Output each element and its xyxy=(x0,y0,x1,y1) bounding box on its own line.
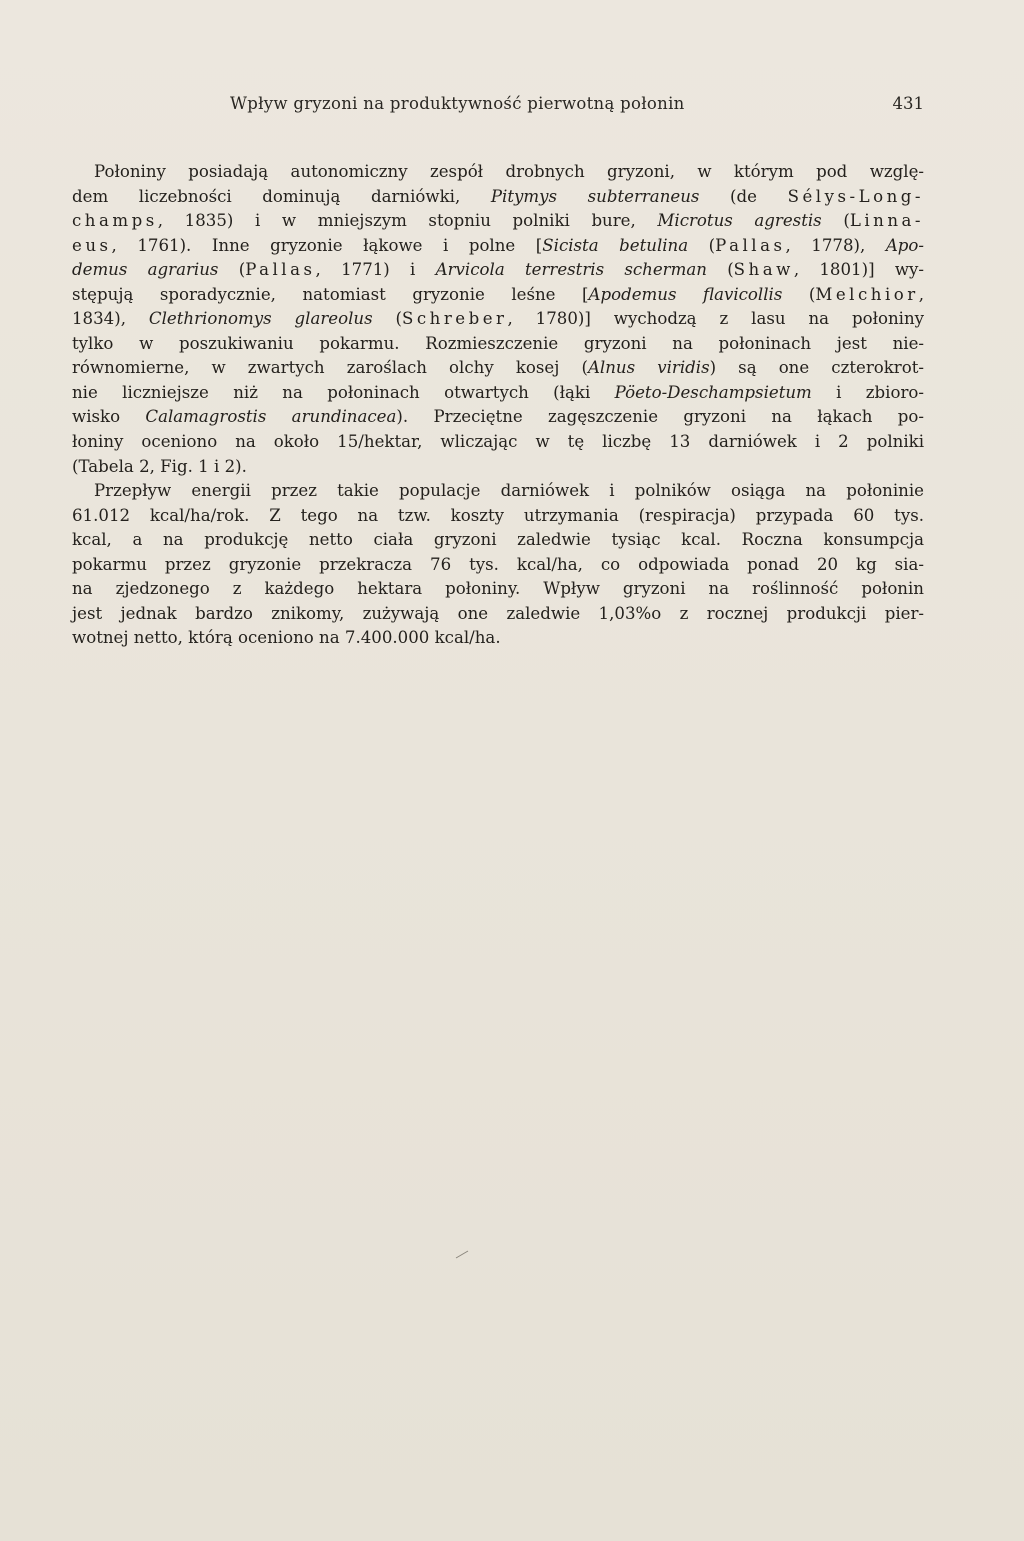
text-line xyxy=(72,455,924,480)
spaced-author-name: Sélys-Long- xyxy=(787,186,924,206)
text-segment: , xyxy=(918,284,924,304)
running-header xyxy=(72,94,924,120)
text-segment: jest jednak bardzo znikomy, zużywają one zaledwie 1,03%o z rocznej produkcji pier- xyxy=(72,603,924,623)
text-line xyxy=(72,381,924,406)
text-line xyxy=(72,209,924,234)
text-line xyxy=(72,553,924,578)
spaced-author-name: Pallas xyxy=(245,260,316,280)
text-segment: Przepływ energii przez takie populacje darniówek i polników osiąga na połoninie xyxy=(94,481,924,501)
text-segment: (de xyxy=(699,186,788,206)
text-segment: ( xyxy=(218,260,246,280)
text-segment: wisko xyxy=(72,407,146,427)
body-text xyxy=(72,160,924,651)
text-line xyxy=(72,356,924,381)
text-segment: ). Przeciętne zagęszczenie gryzoni na łąkach po- xyxy=(396,407,924,427)
text-line xyxy=(72,577,924,602)
text-segment: (Tabela 2, Fig. 1 i 2). xyxy=(72,456,247,476)
text-line xyxy=(72,283,924,308)
text-line xyxy=(72,234,924,259)
paragraph xyxy=(72,160,924,479)
spaced-author-name: Schreber xyxy=(402,309,508,329)
italic-text: Apodemus flavicollis xyxy=(588,284,783,304)
text-segment: , 1780)] wychodzą z lasu na połoniny xyxy=(507,309,924,329)
text-segment: ( xyxy=(706,260,734,280)
italic-text: Pöeto-Deschampsietum xyxy=(614,382,812,402)
text-segment: na zjedzonego z każdego hektara połoniny. Wpływ gryzoni na roślinność połonin xyxy=(72,579,924,599)
italic-text: Alnus viridis xyxy=(587,358,710,378)
text-line xyxy=(72,602,924,627)
text-segment: tylko w poszukiwaniu pokarmu. Rozmieszczenie gryzoni na połoninach jest nie- xyxy=(72,333,924,353)
text-segment: , 1778), xyxy=(785,235,886,255)
text-segment: ) są one czterokrot- xyxy=(709,358,924,378)
italic-text: Pitymys subterraneus xyxy=(490,186,700,206)
text-segment: , 1835) i w mniejszym stopniu polniki bure, xyxy=(157,211,658,231)
spaced-author-name: champs xyxy=(72,211,158,231)
text-line xyxy=(72,307,924,332)
italic-text: Arvicola terrestris scherman xyxy=(435,260,707,280)
text-segment: kcal, a na produkcję netto ciała gryzoni zaledwie tysiąc kcal. Roczna konsumpcja xyxy=(72,530,924,550)
text-segment: ( xyxy=(372,309,402,329)
text-segment: nie liczniejsze niż na połoninach otwartych (łąki xyxy=(72,382,615,402)
text-segment: ( xyxy=(688,235,716,255)
text-segment: równomierne, w zwartych zaroślach olchy kosej ( xyxy=(72,358,588,378)
text-segment: , 1761). Inne gryzonie łąkowe i polne [ xyxy=(111,235,543,255)
text-line xyxy=(72,504,924,529)
italic-text: demus agrarius xyxy=(72,260,219,280)
text-segment: stępują sporadycznie, natomiast gryzonie leśne [ xyxy=(72,284,589,304)
text-line xyxy=(72,258,924,283)
text-segment: dem liczebności dominują darniówki, xyxy=(72,186,491,206)
text-line xyxy=(72,479,924,504)
italic-text: Calamagrostis arundinacea xyxy=(145,407,397,427)
text-segment: ( xyxy=(821,211,850,231)
text-line xyxy=(72,430,924,455)
spaced-author-name: Shaw xyxy=(733,260,794,280)
text-segment: 1834), xyxy=(72,309,149,329)
paragraph xyxy=(72,479,924,651)
text-segment: , 1771) i xyxy=(315,260,436,280)
text-line xyxy=(72,160,924,185)
text-line xyxy=(72,332,924,357)
spaced-author-name: Linna- xyxy=(849,211,925,231)
text-segment: wotnej netto, którą oceniono na 7.400.000 kcal/ha. xyxy=(72,628,501,648)
text-line xyxy=(72,528,924,553)
stray-pen-mark xyxy=(455,1250,469,1259)
italic-text: Apo- xyxy=(885,235,925,255)
text-segment: łoniny oceniono na około 15/hektar, wliczając w tę liczbę 13 darniówek i 2 polniki xyxy=(72,432,924,452)
text-segment: Połoniny posiadają autonomiczny zespół drobnych gryzoni, w którym pod wzglę- xyxy=(94,162,924,181)
spaced-author-name: Melchior xyxy=(815,284,919,304)
text-segment: , 1801)] wy- xyxy=(793,260,925,280)
text-line xyxy=(72,626,924,651)
italic-text: Microtus agrestis xyxy=(657,211,822,231)
text-line xyxy=(72,185,924,210)
italic-text: Sicista betulina xyxy=(542,235,689,255)
spaced-author-name: Pallas xyxy=(715,235,786,255)
text-segment: 61.012 kcal/ha/rok. Z tego na tzw. koszty utrzymania (respiracja) przypada 60 tys. xyxy=(72,505,924,525)
page-number: 431 xyxy=(892,94,924,113)
text-segment: ( xyxy=(782,284,816,304)
italic-text: Clethrionomys glareolus xyxy=(148,309,373,329)
text-segment: i zbioro- xyxy=(811,382,924,402)
running-title: Wpływ gryzoni na produktywność pierwotną połonin xyxy=(230,94,685,113)
text-line xyxy=(72,405,924,430)
text-segment: pokarmu przez gryzonie przekracza 76 tys. kcal/ha, co odpowiada ponad 20 kg sia- xyxy=(72,554,924,574)
spaced-author-name: eus xyxy=(72,235,112,255)
